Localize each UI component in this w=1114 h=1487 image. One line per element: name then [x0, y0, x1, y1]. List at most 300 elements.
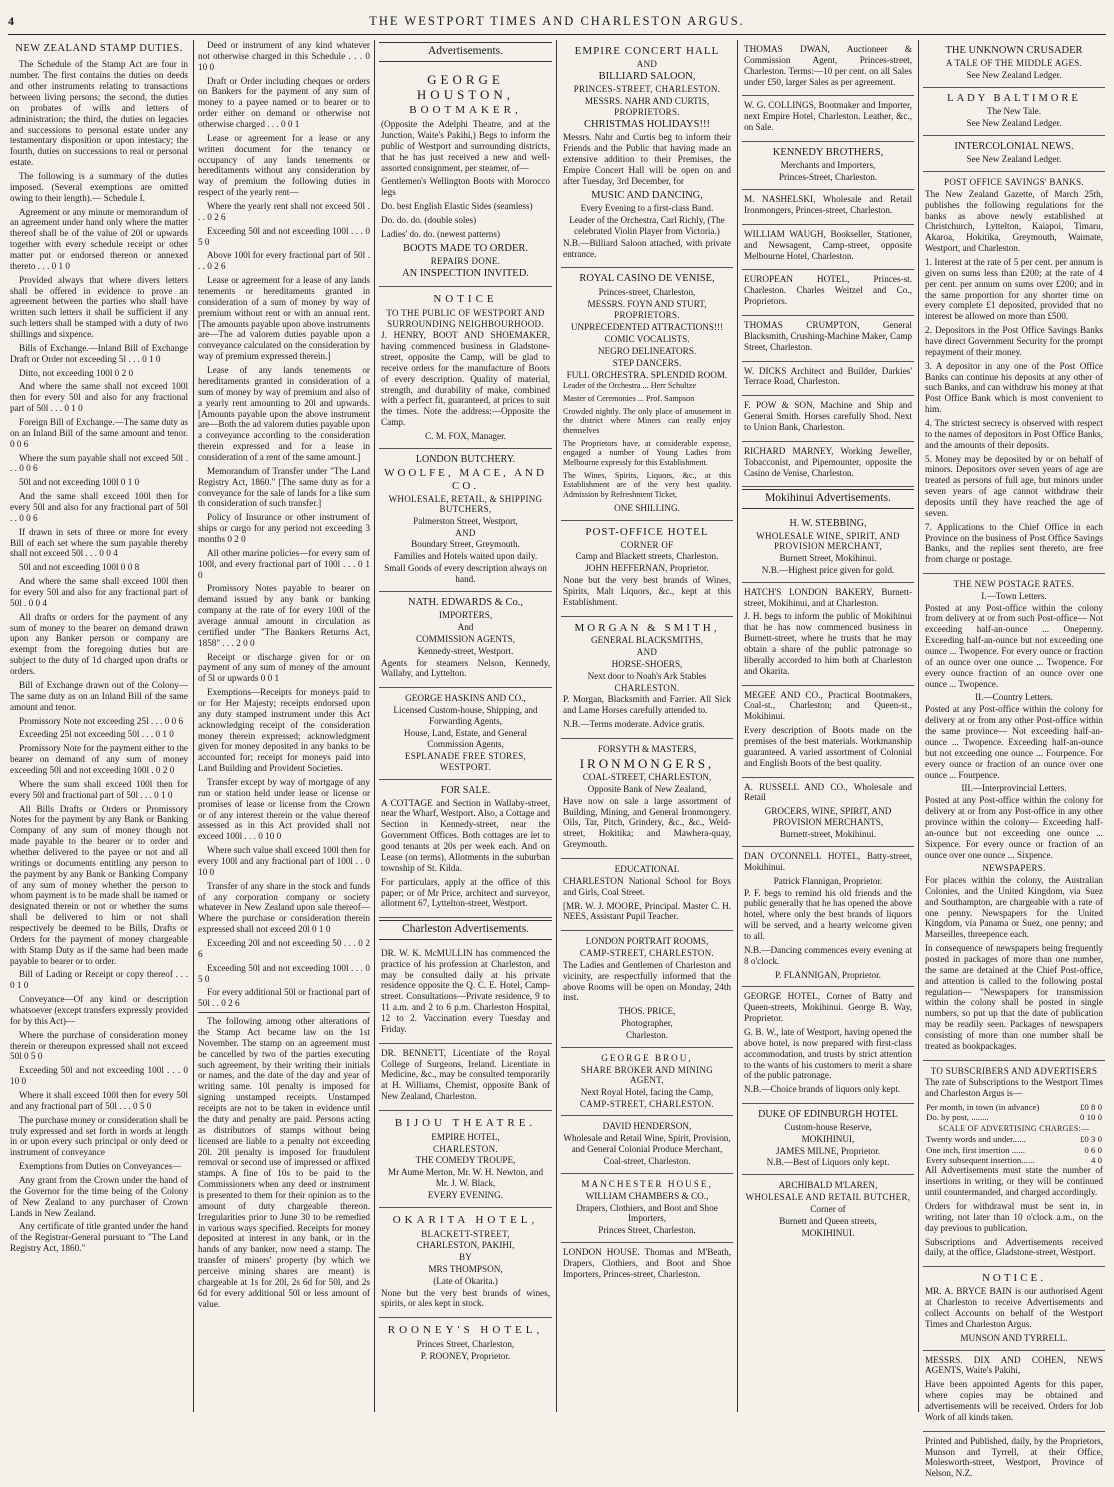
paragraph: Where such value shall exceed 100l then for every 100l and any fractional part of 100l . . 0 10 0: [198, 845, 371, 877]
paragraph: Lease of any lands tenements or hereditaments granted in consideration of a sum of money by way of premium and also of a yearly rent amounting to 20l and upwards. [Amounts payable upon the above instrument are—Both the ad valorem duties payable upon a conveyance according to the consideration therein expressed and for a lease in consideration of a rent of the same amount.]: [198, 365, 370, 462]
ad-text: Princes-Street, Charleston.: [778, 172, 878, 183]
ad-text: RICHARD MARNEY, Working Jeweller, Tobacconist, and Pipemounter, opposite the Casino de Venise, Charleston.: [744, 445, 912, 478]
ad-text: Mr Aume Merton, Mr. W. H. Newton, and Mr. J. W. Black,: [387, 1167, 544, 1189]
paragraph: All Bills Drafts or Orders or Promissory Notes for the payment by any Bank or Banking Company of any sum of money though not made payable to the bearer or to order and whether delivered to the payee or not and all writings or documents entitling any person to the payment by any Bank or Banking Company of any sum of money whether the person to whom payment is to be made shall be named or designated therein or not or whether the sums shall be delivered to him or not shall respectively be deemed to be Bills, Drafts or Orders for the payment of money chargeable with Stamp Duty as if the same had been made payable to bearer or to order.: [10, 803, 188, 966]
ad-london-butchery: [379, 449, 552, 592]
ad-kennedy-brothers: [742, 142, 914, 190]
ad-david-henderson: [561, 1116, 733, 1173]
ad-text: JOHN HEFFERNAN, Proprietor.: [585, 563, 709, 574]
ad-russell: [742, 778, 914, 847]
column-notices: [923, 40, 1105, 1479]
ad-text: Princes-street, Charleston,: [598, 286, 696, 297]
paragraph: Where the sum shall exceed 100l then for every 50l and fractional part of 50l . . . 0 1 0: [10, 778, 188, 800]
paragraph: 4. The strictest secrecy is observed with respect to the names of depositors in Post Office Banks, and the amounts of their deposits.: [925, 417, 1103, 450]
ad-edwards: [379, 592, 552, 689]
masthead-rule: [8, 34, 1106, 35]
paragraph: Transfer except by way of mortgage of any run or station held under lease or license or promises of lease or license from the Crown or of any interest therein or the value thereof assessed as in this Act provided shall not exceed 100l . . . 0 10 0: [198, 777, 370, 842]
column-charleston-ads: [561, 40, 733, 1412]
article-heading: TO SUBSCRIBERS AND ADVERTISERS: [930, 1065, 1098, 1076]
ad-text: BOOTS MADE TO ORDER.: [402, 242, 529, 254]
ad-text: P. Morgan, Blacksmith and Farrier. All Sick and Lame Horses carefully attended to.: [563, 694, 731, 716]
paragraph: Exceeding 25l not exceeding 50l . . . 0 1 0: [19, 729, 174, 740]
newspaper-title: THE WESTPORT TIMES AND CHARLESTON ARGUS.: [369, 14, 745, 28]
ad-text: Custom-house Reserve,: [784, 1121, 872, 1132]
ad-text: AND: [455, 527, 476, 538]
subheading: SCALE OF ADVERTISING CHARGES:—: [938, 1123, 1090, 1133]
ad-title: NOTICE.: [981, 1272, 1047, 1285]
ad-text: Do. best English Elastic Sides (seamless): [381, 201, 533, 212]
ad-bennett: [379, 1044, 552, 1111]
advertising-charges-table: [925, 1134, 1103, 1165]
page-number: 4: [8, 14, 14, 28]
ad-title: MANCHESTER HOUSE,: [581, 1178, 713, 1189]
ad-text: DAN O'CONNELL HOTEL, Batty-street, Mokihinui.: [744, 850, 912, 872]
ad-text: DR. W. K. McMULLIN has commenced the practice of his profession at Charleston, and may be consulted daily at his private residence opposite the Q. C. E. Hotel, Camp-street. Consultations—Private residence, 9 to 11 a.m. and 2 to 6 p.m. Charleston Hospital, 12 to 2. Vaccination every Tuesday and Friday.: [381, 947, 550, 1034]
ad-text: Have been appointed Agents for this paper, where copies may be obtained and advertisements will be received. Orders for Job Work of all kinds taken.: [925, 1379, 1103, 1422]
ad-text: (Late of Okarita.): [433, 1275, 498, 1286]
paragraph: The following is a summary of the duties imposed. (Several exemptions are omitted owing to their length).— Schedule I.: [10, 170, 188, 203]
ad-subtitle: WOOLFE, MACE, AND CO.: [384, 466, 547, 492]
paragraph: If drawn in sets of three or more for every Bill of each set where the sum payable thereby shall not exceed 50l . . . 0 0 4: [10, 526, 188, 559]
ad-title: GEORGE HOUSTON,: [416, 71, 515, 102]
ad-text: Kennedy-street, Westport.: [417, 645, 514, 656]
ad-text: Ladies' do. do. (newest patterns): [381, 228, 501, 239]
ad-subtitle: TO THE PUBLIC OF WESTPORT AND SURROUNDING NEIGHBOURHOOD.: [386, 308, 545, 329]
ad-title: EDUCATIONAL: [614, 864, 680, 875]
rate-label: Every subsequent insertion......: [926, 1155, 1035, 1165]
ad-royal-casino: [561, 268, 733, 520]
ad-marney: [742, 442, 914, 488]
ad-title: ROYAL CASINO DE VENISE,: [579, 273, 715, 285]
rate-label: Per month, in town (in advance): [926, 1102, 1040, 1113]
ad-text: COAL-STREET, CHARLESTON,: [582, 772, 712, 783]
ad-megee: [742, 686, 914, 778]
ad-text: N.B.—Highest price given for gold.: [761, 564, 895, 575]
ad-title: LONDON BUTCHERY.: [415, 453, 516, 465]
paragraph: Promissory Note for the payment either to the bearer on demand of any sum of money exceeding 50l and not exceeding 100l . 0 2 0: [10, 743, 188, 775]
paragraph: Provided always that where divers letters shall be offered in evidence to prove an agreement between the parties who shall have written such letters it shall be sufficient if any such letters shall be stamped with a duty of two shillings and sixpence.: [10, 274, 188, 339]
rate-label: One inch, first insertion ......: [926, 1144, 1025, 1155]
ad-text: MESSRS. FOYN AND STURT,: [587, 298, 707, 309]
ad-text: MRS THOMPSON,: [428, 1263, 503, 1274]
paragraph: Bill of Lading or Receipt or copy thereof . . . 0 1 0: [10, 969, 188, 991]
ad-text: And: [457, 622, 474, 633]
paragraph: Promissory Notes payable to bearer on demand issued by any bank or banking company at the rate of for every 100l of the average annual amount in circulation as certified under "The Bankers Returns Act, 1858" . . . 2 0 0: [198, 583, 370, 648]
ad-text: MOKIHINUI.: [801, 1227, 855, 1238]
ad-text: Crowded nightly. The only place of amusement in the district where Miners can really enjoy themselves: [563, 406, 731, 436]
paragraph: Bills of Exchange.—Inland Bill of Exchange Draft or Order not exceeding 5l . . . 0 1 0: [10, 342, 188, 364]
ad-text: Opposite Bank of New Zealand,: [587, 783, 707, 794]
ad-text: AND: [636, 647, 658, 658]
ad-text: Do. do. do. (double soles): [381, 215, 477, 226]
paragraph: Memorandum of Transfer under "The Land Registry Act, 1860." [The same duty as for a conveyance for the sale of lands for a like sum th consideration of such transfer.]: [198, 465, 370, 509]
ad-title: BIJOU THEATRE.: [394, 1116, 537, 1129]
paragraph: And the same shall exceed 100l then for every 50l and also for any fractional part of 50l . . 0 0 6: [10, 491, 188, 523]
ad-text: Gentlemen's Wellington Boots with Morocco legs: [381, 176, 550, 198]
ad-educational: [561, 859, 733, 931]
ad-text: The New Tale.: [986, 106, 1042, 117]
ad-text: A TALE OF THE MIDDLE AGES.: [945, 58, 1083, 69]
paragraph: 2. Depositors in the Post Office Savings Banks have direct Government Security for the prompt repayment of their money.: [925, 325, 1103, 357]
ad-text: Messrs. Nahr and Curtis beg to inform their Friends and the Public that having made an extensive addition to their Premises, the Empire Concert Hall will be open on and after Tuesday, 3rd December, for: [563, 132, 731, 186]
ad-text: HATCH'S LONDON BAKERY, Burnett-street, Mokihinui, and at Charleston.: [744, 586, 912, 608]
ad-text: Leader of the Orchestra, Carl Richly, (The celebrated Violin Player from Victoria.): [569, 214, 725, 236]
ad-title: NOTICE: [433, 293, 498, 306]
ad-title: MORGAN & SMITH,: [574, 621, 720, 634]
ad-text: Coal-street, Charleston.: [603, 1155, 691, 1166]
ad-text: See New Zealand Ledger.: [966, 118, 1062, 129]
paragraph: Transfer of any share in the stock and funds of any corporation company or society whatever in New Zealand upon sale thereof—Where the purchase or consideration therein expressed shall not exceed 20l 0 1 0: [198, 880, 370, 935]
paragraph: Deed or instrument of any kind whatever not otherwise charged in this Schedule . . . 0 10 0: [198, 40, 370, 72]
ad-text: Burnett Street, Mokihinui.: [779, 553, 877, 564]
ad-text: COMIC VOCALISTS.: [604, 333, 690, 344]
paragraph: For every additional 50l or fractional part of 50l . . 0 2 6: [198, 987, 370, 1009]
subscription-rates-table: [925, 1102, 1103, 1123]
table-row: [925, 1155, 1103, 1165]
ad-title: DAVID HENDERSON,: [602, 1121, 692, 1132]
ad-text: Princes Street, Charleston.: [598, 1225, 696, 1236]
paragraph: The following among other alterations of the Stamp Act became law on the 1st November. The stamp on an agreement must be cancelled by two of the parties executing such agreement, by their writing their initials or names, and the date of the day and year of writing same. 10l penalty is imposed for signing unstamped receipts. Unstamped receipts are not to be taken in evidence until the duty and penalty are paid. Persons acting as distributors of stamps without being licensed are liable to a penalty not exceeding 20l. 20l penalty is imposed for fraudulent removal or second use of impressed or affixed stamps. A fine of 10s to be paid to the Commissioners when any deed or instrument is presented to them for their opinion as to the amount of duty chargeable thereon. Irregularities prior to June 30 to be remedied in various ways specified. Receipts for money deposited at interest in any bank, or in the hands of any banker, now need a stamp. The transfer of miners' property (by which we perceive mining shares are meant) is chargeable at 1s for 20l, 2s 6d for 50l, and 2s 6d for every additional 50l or less amount of value.: [198, 1016, 370, 1309]
paragraph: Posted at any Post-office within the colony for delivery at or from any other Post-office within the same province— Not exceeding half-an-ounce ... Twopence. Exceeding half-an-ounce but not exceeding one ounce ... Fourpence. For every ounce or fraction of an ounce over one ounce ... Fourpence.: [925, 704, 1103, 780]
paragraph: Posted at any Post-office within the colony from delivery at or from such Post-office— Not exceeding half-an-ounce ... Onepenny. Exceeding half-an-ounce but not exceeding one ounce ... Twopence. For every ounce or fraction of an ounce over one ounce ... Twopence. For every ounce fraction of an ounce over one ounce ... Twopence.: [925, 602, 1103, 689]
divider: [198, 1012, 370, 1013]
ad-bijou-theatre: [379, 1111, 552, 1208]
ad-text: Every description of Boots made on the premises of the best materials. Workmanship guaranteed. A varied assortment of Colonial and English Boots of the best quality.: [744, 725, 912, 768]
rate-value: 0 10 0: [1080, 1112, 1102, 1123]
paragraph: Subscriptions and Advertisements received daily, at the office, Gladstone-street, Westport.: [925, 1236, 1103, 1258]
ad-archibald-mclaren: [742, 1175, 914, 1244]
ad-text: Agents for steamers Nelson, Kennedy, Wallaby, and Lyttelton.: [381, 657, 550, 679]
ad-text: G. B. W., late of Westport, having opened the above hotel, is now prepared with first-class accommodation, and trusts by strict attention to the wants of his customers to merit a share of the public patronage.: [744, 1026, 912, 1081]
ad-dix-cohen: [923, 1351, 1105, 1432]
ad-title: ARCHIBALD M'LAREN,: [778, 1180, 878, 1191]
ad-text: Have now on sale a large assortment of Building, Mining, and General Ironmongery. Oils, Tar, Pitch, Grindery, &c., &c., Weld-street, Hokitika; and Mawhera-quay, Greymouth.: [563, 795, 731, 850]
article-heading: THE NEW POSTAGE RATES.: [953, 579, 1075, 590]
subheading: II.—Country Letters.: [975, 692, 1053, 703]
column-advertisements: [379, 40, 552, 1412]
ad-text: F. POW & SON, Machine and Ship and General Smith. Horses carefully Shod. Next to Union Bank, Charleston.: [744, 400, 912, 432]
paragraph: Any grant from the Crown under the hand of the Governor for the time being of the Colony of New Zealand to any purchaser of Crown Lands in New Zealand.: [10, 1175, 188, 1218]
table-row: [925, 1134, 1103, 1144]
rate-label: Twenty words and under......: [926, 1134, 1026, 1145]
ad-text: THOMAS CRUMPTON, General Blacksmith, Crushing-Machine Maker, Camp Street, Charleston.: [744, 319, 912, 352]
ad-william-waugh: [742, 225, 914, 271]
ad-text: STEP DANCERS.: [612, 357, 682, 368]
paragraph: Above 100l for every fractional part of 50l . . . 0 2 6: [198, 250, 370, 272]
ad-text: Families and Hotels waited upon daily.: [393, 551, 538, 562]
ad-text: CHARLESTON National School for Boys and Girls, Coal Street.: [563, 875, 731, 897]
subscribers-advertisers: [923, 1061, 1105, 1268]
table-row: [925, 1145, 1103, 1155]
ad-george-hotel: [742, 987, 914, 1104]
ad-text: EVERY EVENING.: [427, 1189, 504, 1200]
ad-hatchs-bakery: [742, 583, 914, 686]
ad-text: WILLIAM WAUGH, Bookseller, Stationer, and Newsagent, Camp-street, opposite Melbourne Hotel, Charleston.: [744, 228, 912, 261]
section-heading: Mokihinui Advertisements.: [742, 489, 914, 509]
ad-duke-of-edinburgh-hotel: [742, 1104, 914, 1175]
ad-text: WHOLESALE WINE, SPIRIT, AND PROVISION MERCHANT,: [756, 530, 900, 552]
ad-text: NEGRO DELINEATORS.: [597, 345, 697, 356]
column-divider: [374, 40, 375, 1412]
ad-text: WHOLESALE, RETAIL, & SHIPPING BUTCHERS,: [388, 493, 543, 515]
ad-title: NATH. EDWARDS & Co.,: [408, 596, 523, 608]
ad-empire-concert-hall: [561, 40, 733, 268]
ad-text: Next Royal Hotel, facing the Camp,: [580, 1086, 714, 1097]
ad-george-brou: [561, 1048, 733, 1117]
ad-text: None but the very best brands of Wines, Spirits, Malt Liquors, &c., kept at this Establishment.: [563, 574, 731, 607]
ad-subtitle: IRONMONGERS,: [579, 755, 715, 771]
section-heading: Charleston Advertisements.: [379, 920, 552, 940]
ad-text: JAMES MILNE, Proprietor.: [775, 1145, 881, 1156]
paragraph: Draft or Order including cheques or orders on Bankers for the payment of any sum of money to a payee named or to bearer or to order either on demand or otherwise not otherwise charged . . . 0 0 1: [198, 75, 370, 130]
ad-text: M. NASHELSKI, Wholesale and Retail Ironmongers, Princes-street, Charleston.: [744, 194, 912, 215]
ad-text: The Ladies and Gentlemen of Charleston and vicinity, are respectfully informed that the above Rooms will be open on Monday, 24th inst.: [563, 959, 731, 1003]
ad-text: IMPORTERS,: [438, 610, 493, 621]
ad-text: See New Zealand Ledger.: [966, 154, 1062, 165]
ad-title: GEORGE HASKINS AND CO.,: [405, 693, 526, 704]
ad-text: Patrick Flannigan, Proprietor.: [773, 875, 883, 886]
paragraph: Exceeding 50l and not exceeding 100l . . . 0 5 0: [198, 962, 370, 984]
ad-text: CORNER OF: [620, 539, 674, 550]
ad-text: Corner of: [810, 1203, 846, 1214]
ad-text: The Wines, Spirits, Liquors, &c., at this Establishment are of the very best quality. Admission by Refreshment Ticket,: [563, 470, 731, 500]
imprint: [923, 1432, 1105, 1487]
ad-text: Wholesale and Retail Wine, Spirit, Provision, and General Colonial Produce Merchant,: [563, 1133, 731, 1155]
ad-text: COMMISSION AGENTS,: [415, 633, 516, 644]
ad-title: INTERCOLONIAL NEWS.: [954, 140, 1074, 152]
ad-text: W. DICKS Architect and Builder, Darkies' Terrace Road, Charleston.: [744, 365, 912, 387]
paragraph: Posted at any Post-office within the colony for delivery at or from any Post-office in any other province within the colony— Exceeding half-an-ounce but not exceeding one ounce ... Sixpence. For every ounce or fraction of an ounce over one ounce ... Sixpence.: [925, 795, 1103, 860]
ad-collings: [742, 96, 914, 142]
paragraph: Policy of Insurance or other instrument of ships or cargo for any period not exceeding 3 months 0 2 0: [198, 512, 370, 544]
ad-text: CAMP-STREET, CHARLESTON.: [579, 1098, 715, 1109]
ad-text: BY: [458, 1252, 473, 1263]
paragraph: Lease or agreement for a lease or any written document for the tenancy or occupancy of any lands tenements or hereditaments without any consideration by way of premium the following duties in respect of the yearly rent—: [198, 132, 370, 198]
ad-text: ONE SHILLING.: [614, 502, 680, 513]
ad-houston: [379, 66, 552, 288]
ad-text: PRINCES-STREET, CHARLESTON.: [573, 83, 721, 94]
ad-pow-son: [742, 396, 914, 442]
ad-text: THOMAS DWAN, Auctioneer & Commission Agent, Princes-street, Charleston. Terms:—10 per cent. on all Sales under £50, larger Sales as per agreement.: [744, 44, 912, 87]
ad-morgan-smith: [561, 617, 733, 739]
paragraph: The Schedule of the Stamp Act are four in number. The first contains the duties on deeds and other instruments relating to transactions between living persons; the second, the duties on probates of wills and letters of administration; the third, the duties on legacies and successions to personal estate under any testamentary disposition or upon intestacy; the fourth, duties on successions to real or personal estate.: [10, 59, 188, 168]
paragraph: Exceeding 50l and not exceeding 100l . . . 0 10 0: [10, 1065, 188, 1087]
ad-text: (Opposite the Adelphi Theatre, and at the Junction, Waite's Pakihi,) Begs to inform the public of Westport and surrounding districts, that he has just received a new and well-assorted consignment, per steamer, of—: [381, 119, 550, 173]
subheading: NEWSPAPERS.: [982, 863, 1046, 874]
column-divider: [737, 40, 738, 1412]
paragraph: 50l and not exceeding 100l 0 1 0: [19, 477, 140, 488]
ad-text: CAMP-STREET, CHARLESTON.: [579, 948, 715, 959]
paragraph: 5. Money may be deposited by or on behalf of minors. Depositors over seven years of age are treated as persons of full age, but minors under seven years of age cannot withdraw their deposits until they have reached the age of seven.: [925, 453, 1103, 518]
subheading: III.—Interprovincial Letters.: [961, 783, 1067, 794]
paragraph: 1. Interest at the rate of 5 per cent. per annum is given on sums less than £200; at the rate of 4 per cent. per annum on sums over £200; and in the same proportion for any shorter time on every complete £1 deposited, provided that no interest be allowed on more than £500.: [925, 256, 1103, 322]
ad-text: EMPIRE HOTEL,: [431, 1131, 500, 1142]
paragraph: All Advertisements must state the number of insertions in writing, or they will be continued until countermanded, and charged accordingly.: [925, 1165, 1103, 1198]
ad-european-hotel: [742, 270, 914, 316]
ad-text: Princes Street, Charleston,: [416, 1339, 515, 1350]
ad-text: FULL ORCHESTRA. SPLENDID ROOM.: [566, 369, 728, 380]
ad-text: None but the very best brands of wines, spirits, or ales kept in stock.: [381, 1287, 550, 1309]
ad-text: MUSIC AND DANCING,: [591, 189, 703, 201]
ad-text: Camp and Blackett streets, Charleston.: [575, 551, 719, 562]
ad-text: MOKIHINUI,: [801, 1133, 855, 1144]
ad-text: MESSRS. DIX AND COHEN, NEWS AGENTS, Waite's Pakihi,: [925, 1354, 1103, 1376]
subheading: I.—Town Letters.: [981, 590, 1047, 601]
ad-text: WHOLESALE AND RETAIL BUTCHER,: [745, 1192, 911, 1203]
ad-text: Burnett and Queen streets,: [779, 1215, 877, 1226]
paragraph: Orders for withdrawal must be sent in, in writing, not later than 10 o'clock a.m., on the day previous to publication.: [925, 1200, 1103, 1233]
ad-text: HORSE-SHOERS,: [611, 658, 683, 669]
paragraph: Exceeding 50l and not exceeding 100l . . . 0 5 0: [198, 225, 370, 247]
paragraph: Agreement or any minute or memorandum of an agreement under hand only where the matter thereof shall be of the value of 20l or upwards together with every schedule receipt or other matter put or endorsed thereon or annexed thereto . . . 0 1 0: [10, 206, 188, 271]
paragraph: The New Zealand Gazette, of March 25th, publishes the following regulations for the banks as above newly established at Christchurch, Lyttelton, Kaiapoi, Timaru, Akaroa, Hokitika, Greymouth, Waimate, Westport, and Charleston.: [925, 188, 1103, 254]
column-stamp-duties-continued: [198, 40, 370, 1412]
ad-text: THOS. PRICE,: [618, 1006, 676, 1017]
ad-subtitle: BOOTMAKER,: [409, 104, 522, 117]
ad-text: The Proprietors have, at considerable expense, engaged a number of Young Ladies from Melbourne expressly for this Establishment.: [563, 438, 731, 468]
paragraph: Exceeding 20l and not exceeding 50 . . . 0 2 6: [198, 938, 370, 959]
table-row: [925, 1102, 1103, 1112]
ad-title: ROONEY'S HOTEL,: [387, 1324, 544, 1337]
ad-text: WESTPORT.: [439, 762, 492, 773]
ad-text: P. ROONEY, Proprietor.: [420, 1351, 511, 1362]
ad-haskins: [379, 688, 552, 780]
paragraph: Promissory Note not exceeding 25l . . . 0 0 6: [19, 715, 184, 726]
ad-london-portrait-rooms: [561, 931, 733, 1047]
ad-text: MUNSON AND TYRRELL.: [960, 1332, 1068, 1343]
ad-text: Drapers, Clothiers, and Boot and Shoe Importers,: [576, 1202, 718, 1224]
column-divider: [193, 40, 194, 1412]
ad-text: N.B.—Best of Liquors only kept.: [766, 1157, 890, 1168]
paragraph: Conveyance—Of any kind or description whatsoever (except transfers expressly provided for by this Act)—: [10, 994, 188, 1026]
ad-text: BLACKETT-STREET,: [421, 1228, 510, 1239]
ad-title: THE UNKNOWN CRUSADER: [945, 45, 1083, 56]
paragraph: Where the yearly rent shall not exceed 50l . . . 0 2 6: [198, 201, 370, 222]
ad-forsyth-masters: [561, 739, 733, 859]
ad-text: GENERAL BLACKSMITHS,: [591, 635, 703, 646]
ad-text: LONDON HOUSE. Thomas and M'Beath, Drapers, Clothiers, and Boot and Shoe Importers, Princes-street, Charleston.: [563, 1247, 731, 1279]
paragraph: Where it shall exceed 100l then for every 50l and any fractional part of 50l . . . 0 5 0: [10, 1090, 188, 1111]
ad-thomas-dwan: [742, 40, 914, 96]
paragraph: 7. Applications to the Chief Office in each Province on the business of Post Office Savings Banks, and the replies sent thereto, are free from charge or postage.: [925, 521, 1103, 565]
ad-text: THE COMEDY TROUPE,: [415, 1155, 516, 1166]
column-divider: [556, 40, 557, 1412]
ad-text: Master of Ceremonies ... Prof. Sampson: [563, 394, 695, 404]
ad-text: For particulars, apply at the office of this paper; or of Mr Price, architect and surveyor, allotment 67, Lyttelton-street, Westport.: [381, 876, 550, 909]
paragraph: Ditto, not exceeding 100l 0 2 0: [19, 367, 134, 378]
ad-title: DUKE OF EDINBURGH HOTEL: [758, 1109, 898, 1121]
paragraph: And where the same shall not exceed 100l then for every 50l and also for any fractional part of 50l . . . 0 1 0: [10, 381, 188, 414]
paragraph: Foreign Bill of Exchange.—The same duty as on an Inland Bill of the same amount and tenor. 0 0 6: [10, 417, 188, 449]
rate-label: Do. by post, ........: [926, 1112, 989, 1123]
ad-text: Burnett-street, Mokihinui.: [779, 829, 877, 840]
column-stamp-duties: [10, 40, 188, 1412]
paragraph: 3. A depositor in any one of the Post Office Banks can continue his deposits at any other of such Banks, and can withdraw his money at that Post Office Bank which is most convenient to him.: [925, 360, 1103, 415]
ad-text: Boundary Street, Greymouth.: [411, 539, 520, 550]
ad-unknown-crusader: [923, 40, 1105, 88]
ad-notice-henry: [379, 287, 552, 449]
ad-for-sale: [379, 780, 552, 918]
ad-text: CHARLESTON, PAKIHI,: [416, 1240, 515, 1251]
ad-title: GEORGE BROU,: [601, 1052, 693, 1063]
ad-manchester-house: [561, 1174, 733, 1243]
ad-text: MR. A. BRYCE BAIN is our authorised Agent at Charleston to receive Advertisements and collect Accounts on behalf of the Westport Times and Charleston Argus.: [925, 1286, 1103, 1329]
ad-title: LADY BALTIMORE: [947, 92, 1081, 104]
ad-text: P. F. begs to remind his old friends and the public generally that he has opened the above hotel, where only the best brands of liquors will be served, and a hearty welcome given to all.: [744, 887, 912, 941]
ad-stebbing: [742, 513, 914, 583]
rate-value: 4 0: [1091, 1155, 1102, 1165]
ad-text: SHARE BROKER AND MINING AGENT,: [580, 1064, 714, 1086]
ad-post-office-hotel: [561, 521, 733, 617]
paragraph: The rate of Subscriptions to the Westport Times and Charleston Argus is—: [925, 1077, 1103, 1099]
ad-nashelski: [742, 190, 914, 225]
ad-text: Every Evening to a first-class Band.: [580, 203, 714, 214]
ad-text: EUROPEAN HOTEL, Princes-st. Charleston. Charles Weitzel and Co., Proprietors.: [744, 274, 912, 307]
masthead: [8, 14, 1106, 30]
paragraph: Exemptions from Duties on Conveyances—: [19, 1161, 182, 1172]
ad-title: EMPIRE CONCERT HALL: [574, 45, 720, 57]
paragraph: The purchase money or consideration shall be truly expressed and set forth in words at length in or upon every such principal or only deed or instrument of conveyance: [10, 1114, 188, 1158]
ad-text: WILLIAM CHAMBERS & CO.,: [585, 1190, 709, 1201]
ad-text: P. FLANNIGAN, Proprietor.: [775, 969, 881, 980]
column-trade-ads: [742, 40, 914, 1412]
ad-london-house: [561, 1243, 733, 1288]
paragraph: And where the same shall exceed 100l then for every 50l and also for any fractional part of 50l . 0 0 4: [10, 576, 188, 608]
ad-text: Charleston.: [625, 1029, 669, 1040]
ad-text: BILLIARD SALOON,: [598, 70, 696, 82]
section-heading: Advertisements.: [379, 42, 552, 62]
ad-title: LONDON PORTRAIT ROOMS,: [585, 936, 709, 947]
ad-text: Leader of the Orchestra ... Herr Schultze: [563, 381, 696, 391]
ad-text: REPAIRS DONE.: [430, 256, 501, 267]
ad-text: MEGEE AND CO., Practical Bootmakers, Coal-st., Charleston; and Queen-st., Mokihinui.: [744, 689, 912, 722]
ad-text: DR. BENNETT, Licentiate of the Royal College of Surgeons, Ireland. Licentiate in Medicine, &c., may be consulted temporarily at H. Williams, Chemist, opposite Bank of New Zealand, Charleston.: [381, 1047, 550, 1102]
article-heading: POST OFFICE SAVINGS' BANKS.: [944, 177, 1084, 188]
ad-text: A COTTAGE and Section in Wallaby-street, near the Wharf, Westport. Also, a Cottage and Section in Kennedy-street, near the Government Offices. Both cottages are let to good tenants at 20s per week each. And on Lease (on terms), Allotments in the suburban township of St. Kilda.: [381, 797, 550, 873]
ad-mcmullin: [379, 944, 552, 1044]
ad-text: J. HENRY, BOOT AND SHOEMAKER, having commenced business in Gladstone-street, opposite the Camp, will be glad to receive orders for the manufacture of Boots of every description. Quality of material, strength, and durability of make, combined with a perfect fit, guaranteed, at prices to suit the times. Note the address:—Opposite the Camp.: [381, 330, 550, 428]
ad-title: POST-OFFICE HOTEL: [585, 525, 709, 538]
paragraph: Where the sum payable shall not exceed 50l . . . 0 0 6: [10, 452, 188, 474]
ad-text: N.B.—Billiard Saloon attached, with private entrance.: [563, 237, 731, 259]
ad-lady-baltimore: [923, 88, 1105, 136]
ad-intercolonial-news: [923, 136, 1105, 172]
ad-text: AND: [636, 58, 658, 69]
paragraph: Lease or agreement for a lease of any lands tenements or hereditaments granted in consideration of a sum of money by way of premium without rent or with an annual rent. [The amounts payable upon above instruments are—The ad valorem duties payable upon a conveyance calculated on the consideration by way of premium expressed therein.]: [198, 275, 370, 362]
ad-text: House, Land, Estate, and General Commission Agents,: [403, 727, 528, 749]
paragraph: Any certificate of title granted under the hand of the Registrar-General pursuant to "The Land Registry Act, 1860.": [10, 1221, 188, 1254]
ad-text: Licensed Custom-house, Shipping, and Forwarding Agents,: [393, 705, 538, 727]
paragraph: Receipt or discharge given for or on payment of any sum of money of the amount of 5l or upwards 0 0 1: [198, 651, 370, 684]
ad-text: Small Goods of every description always on hand.: [384, 563, 547, 584]
paragraph: Exemptions—Receipts for moneys paid to or for Her Majesty; receipts endorsed upon any duty stamped instrument under this Act acknowledging receipt of the consideration money therein expressed; acknowledgment given for money deposited in any banks to be accounted for; receipt for moneys paid into Land Building and Provident Societies.: [198, 687, 370, 774]
paragraph: Where the purchase of consideration money therein or thereupon expressed shall not exceed 50l 0 5 0: [10, 1029, 188, 1062]
ad-text: AN INSPECTION INVITED.: [402, 267, 529, 279]
rate-value: £0 3 0: [1080, 1134, 1102, 1145]
ad-text: UNPRECEDENTED ATTRACTIONS!!!: [570, 322, 724, 333]
paragraph: For places within the colony, the Australian Colonies, and the United Kingdom, via Suez and Southampton, are chargeable with a rate of one penny. Newspapers for the United Kingdom, via Panama or Suez, one penny; and Marseilles, threepence each.: [925, 874, 1103, 940]
ad-text: W. G. COLLINGS, Bootmaker and Importer, next Empire Hotel, Charleston. Leather, &c., on Sale.: [744, 100, 912, 133]
ad-title: OKARITA HOTEL,: [392, 1213, 539, 1226]
paragraph: All other marine policies—for every sum of 100l, and every fractional part of 100l . . . 0 1 0: [198, 547, 370, 580]
ad-title: KENNEDY BROTHERS,: [772, 147, 884, 159]
ad-dicks: [742, 362, 914, 397]
ad-text: Printed and Published, daily, by the Proprietors, Munson and Tyrrell, at their Office, Molesworth-street, Westport, Province of Nelson, N.Z.: [925, 1435, 1103, 1479]
ad-title: FOR SALE.: [440, 784, 491, 796]
ad-text: A. RUSSELL AND CO., Wholesale and Retail: [744, 781, 912, 803]
ad-dan-oconnell-hotel: [742, 847, 914, 987]
ad-text: C. M. FOX, Manager.: [425, 431, 506, 442]
